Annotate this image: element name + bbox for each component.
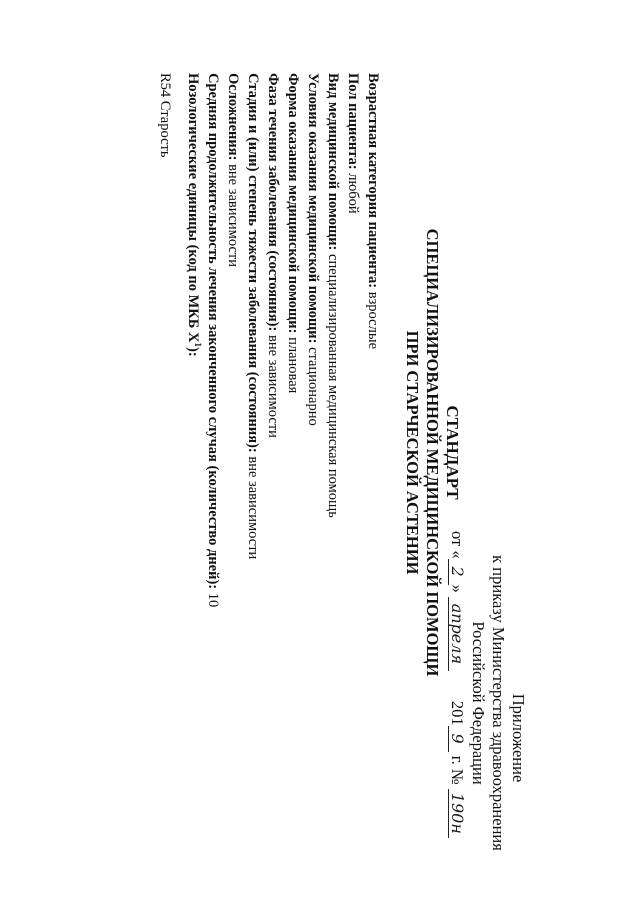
footnote-marker: 1 [192, 342, 203, 347]
annex-line-country: Российской Федерации [469, 621, 488, 785]
field-care-form: Форма оказания медицинской помощи: плановая [285, 73, 301, 394]
standard-fields [155, 73, 383, 873]
handwritten-month: апреля [448, 597, 466, 671]
title-standard: СТАНДАРТ [443, 405, 462, 500]
annex-year-prefix: 201 [448, 700, 467, 726]
field-complications: Осложнения: вне зависимости [225, 73, 241, 268]
annex-title: Приложение [509, 693, 528, 783]
field-nosology [183, 73, 203, 873]
title-specialized-care: СПЕЦИАЛИЗИРОВАННОЙ МЕДИЦИНСКОЙ ПОМОЩИ [423, 228, 442, 677]
nosology-label: Нозологические единицы (код по МКБ $X^1$): [185, 73, 203, 357]
annex-line-order: к приказу Министерства здравоохранения [489, 555, 508, 851]
field-disease-stage: Стадия и (или) степень тяжести заболевания (состояния): вне зависимости [245, 73, 261, 560]
field-treatment-duration: Средняя продолжительность лечения законченного случая (количество дней): 10 [205, 73, 221, 608]
annex-year-suffix: г. № [448, 755, 467, 785]
field-care-conditions: Условия оказания медицинской помощи: стационарно [305, 73, 321, 426]
field-disease-phase: Фаза течения заболевания (состояния): вне зависимости [265, 73, 281, 438]
document-title [402, 0, 462, 905]
handwritten-year-digit: 9 [448, 726, 466, 752]
annex-day-close: » [448, 584, 467, 593]
title-senile-asthenia: ПРИ СТАРЧЕСКОЙ АСТЕНИИ [403, 330, 422, 575]
field-care-type: Вид медицинской помощи: специализированная медицинская помощь [325, 73, 341, 518]
handwritten-day: 2 [448, 559, 466, 585]
annex-from: от « [448, 531, 467, 559]
field-age-category: Возрастная категория пациента: взрослые [365, 73, 381, 350]
field-gender: Пол пациента: любой [345, 73, 361, 214]
icd-code-entry: R54 Старость [157, 73, 173, 158]
handwritten-number: 190н [448, 789, 466, 838]
